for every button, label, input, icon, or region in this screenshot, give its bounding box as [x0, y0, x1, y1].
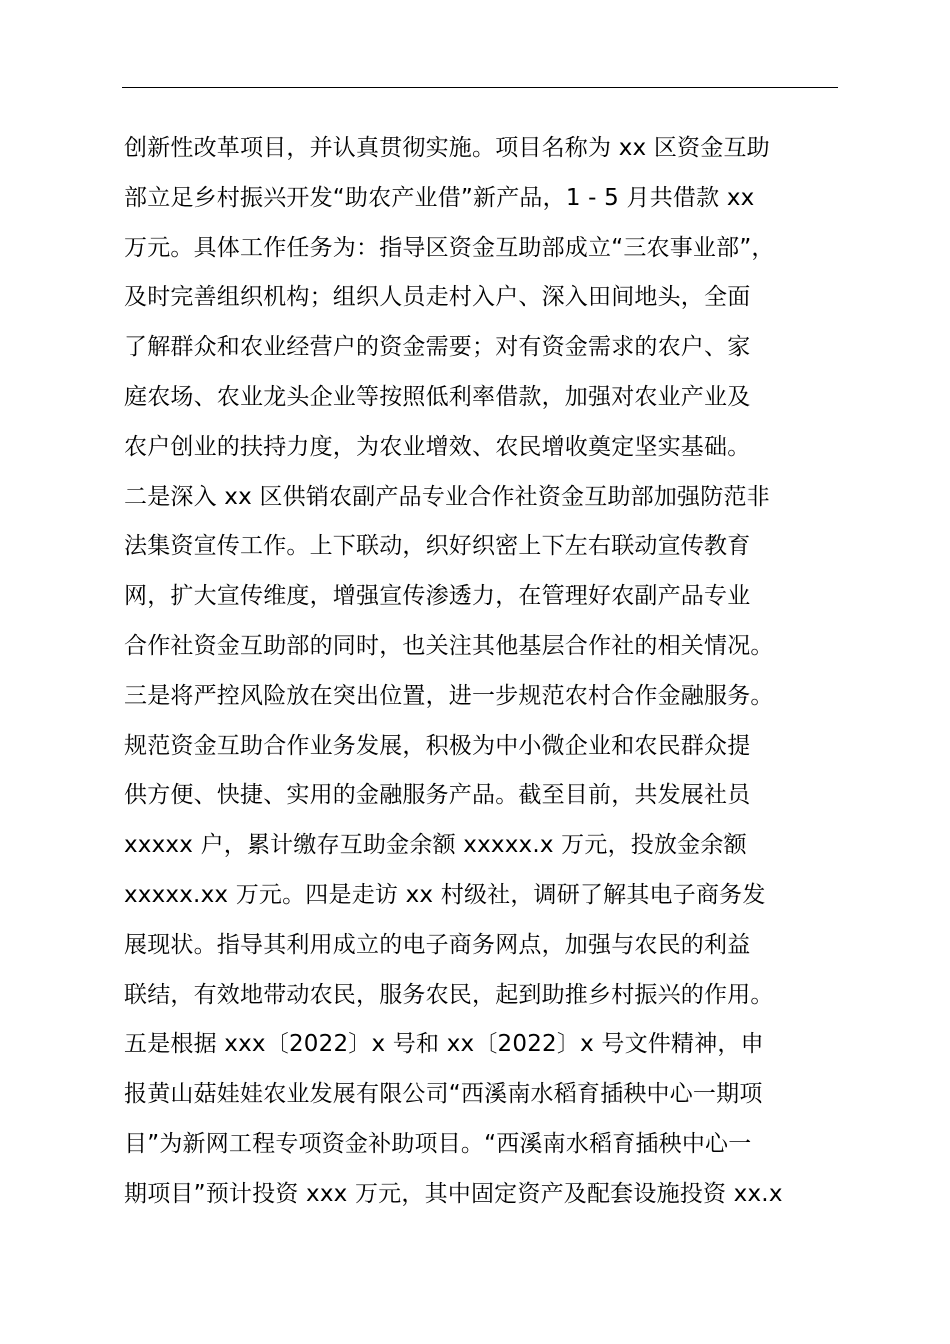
text-line: 报黄山菇娃娃农业发展有限公司“西溪南水稻育插秧中心一期项 [124, 1081, 763, 1108]
header-rule [122, 87, 838, 88]
text-line: 三是将严控风险放在突出位置，进一步规范农村合作金融服务。 [124, 682, 774, 709]
text-line: 及时完善组织机构；组织人员走村入户、深入田间地头，全面 [124, 284, 751, 311]
text-line: 创新性改革项目，并认真贯彻实施。项目名称为 xx 区资金互助 [124, 135, 770, 161]
text-line: 联结，有效地带动农民，服务农民，起到助推乡村振兴的作用。 [124, 981, 774, 1008]
text-line: 供方便、快捷、实用的金融服务产品。截至目前，共发展社员 [124, 782, 751, 809]
text-line: 合作社资金互助部的同时，也关注其他基层合作社的相关情况。 [124, 632, 774, 659]
text-line: 目”为新网工程专项资金补助项目。“西溪南水稻育插秧中心一 [124, 1130, 752, 1157]
text-line: 二是深入 xx 区供销农副产品专业合作社资金互助部加强防范非 [124, 483, 770, 510]
text-line: xxxxx 户，累计缴存互助金余额 xxxxx.x 万元，投放金余额 [124, 832, 747, 859]
text-line: 五是根据 xxx〔2022〕x 号和 xx〔2022〕x 号文件精神，申 [124, 1031, 764, 1058]
text-line: xxxxx.xx 万元。四是走访 xx 村级社，调研了解其电子商务发 [124, 881, 766, 908]
text-line: 法集资宣传工作。上下联动，织好织密上下左右联动宣传教育 [124, 533, 751, 560]
text-line: 网，扩大宣传维度，增强宣传渗透力，在管理好农副产品专业 [124, 583, 751, 610]
text-line: 规范资金互助合作业务发展，积极为中小微企业和农民群众提 [124, 732, 751, 759]
body-text [124, 124, 854, 1220]
text-line: 展现状。指导其利用成立的电子商务网点，加强与农民的利益 [124, 931, 751, 958]
text-line: 部立足乡村振兴开发“助农产业借”新产品，1 - 5 月共借款 xx [124, 184, 755, 211]
text-line: 庭农场、农业龙头企业等按照低利率借款，加强对农业产业及 [124, 383, 751, 410]
text-line: 期项目”预计投资 xxx 万元，其中固定资产及配套设施投资 xx.x [124, 1180, 783, 1207]
text-line: 了解群众和农业经营户的资金需要；对有资金需求的农户、家 [124, 334, 751, 361]
text-line: 农户创业的扶持力度，为农业增效、农民增收奠定坚实基础。 [124, 433, 751, 460]
text-line: 万元。具体工作任务为：指导区资金互助部成立“三农事业部”， [124, 234, 775, 261]
